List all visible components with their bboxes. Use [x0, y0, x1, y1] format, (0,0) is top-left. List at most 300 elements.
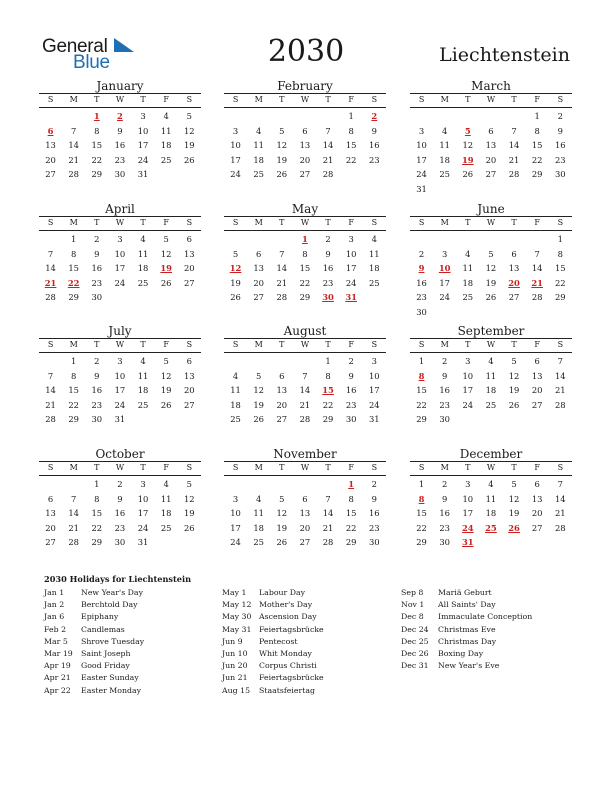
day: 31: [416, 183, 427, 194]
day: 19: [230, 277, 241, 288]
day: 11: [485, 370, 497, 381]
day: 26: [160, 277, 172, 288]
weekday-label: F: [534, 95, 540, 104]
empty-day: [526, 232, 549, 247]
day: 21: [554, 508, 566, 519]
day: 1: [71, 234, 77, 244]
day: 13: [253, 263, 265, 274]
month-april: [39, 202, 201, 305]
weekday-label: M: [69, 95, 78, 104]
holiday-name: Corpus Christi: [259, 661, 317, 671]
day: 12: [183, 125, 195, 136]
day: 1: [71, 356, 77, 366]
holiday-date: Jan 6: [44, 612, 65, 622]
holiday-row: [44, 611, 144, 623]
day: 26: [462, 169, 474, 180]
empty-day: [224, 109, 247, 124]
day: 2: [442, 356, 448, 366]
holiday-row: [222, 636, 324, 648]
day: 20: [183, 263, 195, 274]
day: 7: [325, 493, 331, 504]
holiday-row: [401, 587, 532, 599]
month-october: [39, 447, 201, 550]
day: 18: [230, 399, 241, 410]
day: 30: [554, 169, 566, 180]
day: 19: [160, 385, 172, 396]
empty-day: [410, 232, 433, 247]
weekday-label: F: [348, 95, 354, 104]
day: 25: [253, 537, 265, 548]
weekday-label: M: [254, 218, 263, 227]
day: 24: [137, 154, 149, 165]
holiday-row: [44, 624, 144, 636]
day: 28: [68, 537, 80, 548]
holiday-name: Shrove Tuesday: [81, 636, 145, 646]
holiday-day: 25: [485, 522, 497, 533]
weekday-label: F: [534, 463, 540, 472]
day: 8: [557, 248, 563, 259]
weekday-label: M: [440, 95, 449, 104]
day: 27: [183, 277, 195, 288]
weekday-label: M: [69, 218, 78, 227]
day: 10: [230, 508, 241, 519]
weekday-label: F: [534, 218, 540, 227]
holiday-name: Candlemas: [81, 624, 125, 634]
day: 20: [299, 522, 311, 533]
day: 10: [416, 140, 427, 151]
day: 29: [299, 292, 311, 303]
empty-day: [456, 109, 479, 124]
day: 6: [488, 125, 494, 136]
day: 1: [418, 356, 425, 366]
day: 4: [163, 111, 169, 121]
holiday-row: [401, 648, 532, 660]
weekday-label: S: [418, 95, 425, 104]
day: 31: [137, 537, 149, 548]
day: 9: [325, 248, 331, 259]
day: 8: [348, 493, 354, 504]
day: 6: [302, 125, 308, 136]
day: 30: [114, 169, 126, 180]
day: 8: [71, 370, 77, 381]
day: 17: [416, 154, 427, 165]
holiday-name: Christmas Day: [438, 636, 497, 646]
day: 15: [68, 385, 80, 396]
empty-day: [433, 109, 456, 124]
day: 10: [230, 140, 241, 151]
day: 29: [68, 292, 80, 303]
day: 24: [439, 292, 451, 303]
holiday-day: 8: [418, 370, 425, 381]
empty-day: [39, 477, 62, 492]
holiday-day: 1: [93, 111, 100, 121]
day: 26: [276, 169, 288, 180]
day: 24: [114, 277, 126, 288]
day: 18: [439, 154, 451, 165]
weekday-label: M: [440, 340, 449, 349]
day: 29: [91, 537, 103, 548]
day: 11: [160, 125, 172, 136]
day: 14: [322, 140, 334, 151]
day: 7: [71, 125, 77, 136]
day: 13: [183, 248, 195, 259]
day: 28: [45, 292, 56, 303]
holiday-date: Mar 5: [44, 636, 68, 646]
weekday-header: [224, 216, 386, 231]
day: 2: [117, 479, 123, 489]
day: 9: [117, 493, 123, 504]
day: 16: [439, 508, 451, 519]
holiday-row: [222, 624, 324, 636]
day: 23: [91, 399, 103, 410]
day: 20: [183, 385, 195, 396]
day: 27: [45, 537, 56, 548]
day: 16: [368, 140, 380, 151]
day: 29: [416, 414, 427, 425]
day: 6: [534, 479, 540, 489]
day: 22: [299, 277, 311, 288]
day: 11: [137, 370, 149, 381]
weekday-header: [224, 93, 386, 108]
day: 23: [322, 277, 334, 288]
weekday-label: M: [69, 340, 78, 349]
empty-day: [247, 354, 270, 369]
day: 2: [94, 234, 100, 244]
day-cells: [39, 354, 201, 427]
day: 28: [68, 169, 80, 180]
day: 15: [91, 140, 103, 151]
weekday-label: F: [348, 340, 354, 349]
weekday-label: S: [418, 340, 425, 349]
weekday-label: W: [300, 340, 310, 349]
holiday-name: Saint Joseph: [81, 648, 131, 658]
weekday-header: [224, 338, 386, 353]
holiday-name: Epiphany: [81, 612, 119, 622]
holiday-date: Dec 24: [401, 624, 429, 634]
holiday-day: 12: [229, 263, 242, 274]
day: 22: [531, 154, 543, 165]
weekday-header: [224, 461, 386, 476]
day: 17: [230, 154, 241, 165]
day: 24: [230, 537, 241, 548]
empty-day: [479, 109, 502, 124]
weekday-header: [39, 93, 201, 108]
holiday-day: 26: [508, 522, 520, 533]
day: 16: [91, 385, 103, 396]
day: 26: [253, 414, 265, 425]
holiday-row: [222, 611, 324, 623]
day: 5: [256, 370, 262, 381]
day: 5: [511, 356, 517, 366]
holiday-date: Apr 22: [44, 685, 71, 695]
day: 20: [485, 154, 497, 165]
weekday-label: T: [325, 340, 331, 349]
day: 6: [47, 493, 54, 504]
day: 14: [45, 263, 56, 274]
day: 6: [511, 248, 517, 259]
day: 12: [276, 140, 288, 151]
holidays-title: 2030 Holidays for Liechtenstein: [44, 574, 192, 584]
weekday-header: [410, 338, 572, 353]
day: 4: [488, 479, 494, 489]
day: 6: [186, 234, 192, 244]
day: 14: [276, 263, 288, 274]
weekday-label: S: [232, 95, 239, 104]
day: 26: [276, 537, 288, 548]
day: 1: [557, 234, 563, 244]
day: 4: [256, 125, 262, 136]
day: 9: [117, 125, 123, 136]
weekday-label: F: [163, 340, 169, 349]
day: 21: [322, 154, 334, 165]
day: 11: [137, 248, 149, 259]
day: 13: [45, 508, 56, 519]
day: 16: [416, 277, 427, 288]
day-cells: [224, 477, 386, 550]
day: 10: [462, 493, 474, 504]
day: 13: [299, 140, 311, 151]
weekday-label: T: [279, 463, 285, 472]
holiday-row: [44, 685, 144, 697]
weekday-label: M: [254, 463, 263, 472]
holiday-name: Christmas Eve: [438, 624, 496, 634]
empty-day: [433, 232, 456, 247]
day: 13: [276, 385, 288, 396]
day: 17: [137, 140, 149, 151]
empty-day: [293, 109, 316, 124]
day: 18: [485, 508, 497, 519]
day: 19: [183, 140, 195, 151]
weekday-label: S: [371, 218, 378, 227]
day: 22: [416, 522, 427, 533]
holiday-day: 21: [44, 277, 57, 288]
empty-day: [317, 109, 340, 124]
day: 3: [371, 356, 377, 366]
day: 17: [368, 385, 380, 396]
holiday-date: Jun 21: [222, 673, 248, 683]
month-title: March: [471, 79, 511, 93]
weekday-label: W: [115, 463, 125, 472]
day: 28: [508, 169, 520, 180]
holiday-name: Staatsfeiertag: [259, 685, 316, 695]
day: 21: [508, 154, 520, 165]
holiday-date: Dec 8: [401, 612, 424, 622]
weekday-label: T: [465, 463, 471, 472]
day: 8: [325, 370, 331, 381]
day: 11: [253, 508, 265, 519]
day: 27: [485, 169, 497, 180]
calendar-country: Liechtenstein: [439, 44, 570, 66]
day: 23: [345, 399, 357, 410]
day: 16: [91, 263, 103, 274]
holiday-row: [401, 599, 532, 611]
day: 16: [114, 140, 126, 151]
weekday-label: F: [534, 340, 540, 349]
day: 18: [462, 277, 474, 288]
day: 5: [186, 111, 192, 121]
day: 6: [186, 356, 192, 366]
day: 17: [462, 385, 474, 396]
day: 7: [557, 479, 563, 489]
day: 10: [137, 493, 149, 504]
holiday-row: [44, 648, 144, 660]
weekday-label: T: [279, 95, 285, 104]
day: 7: [511, 125, 517, 136]
day: 3: [117, 356, 123, 366]
day: 30: [91, 414, 103, 425]
weekday-label: M: [69, 463, 78, 472]
day: 28: [531, 292, 543, 303]
weekday-label: S: [557, 463, 564, 472]
day: 12: [160, 370, 172, 381]
weekday-label: T: [465, 95, 471, 104]
day: 21: [68, 522, 80, 533]
weekday-label: S: [47, 340, 54, 349]
holiday-date: Aug 15: [222, 685, 251, 695]
holiday-row: [401, 636, 532, 648]
logo-text-general: General: [42, 36, 108, 57]
holiday-date: Dec 31: [401, 661, 429, 671]
weekday-header: [39, 338, 201, 353]
day: 16: [368, 508, 380, 519]
weekday-label: W: [300, 95, 310, 104]
weekday-label: S: [47, 95, 54, 104]
day: 5: [488, 248, 494, 259]
day: 8: [94, 125, 100, 136]
day: 12: [508, 370, 520, 381]
day: 15: [416, 385, 427, 396]
weekday-label: S: [232, 340, 239, 349]
weekday-label: T: [325, 95, 331, 104]
day: 4: [488, 356, 494, 366]
day: 21: [45, 399, 56, 410]
weekday-label: F: [163, 218, 169, 227]
day: 13: [531, 370, 543, 381]
day: 13: [183, 370, 195, 381]
weekday-label: T: [511, 218, 517, 227]
weekday-label: M: [254, 95, 263, 104]
day: 14: [68, 508, 80, 519]
weekday-label: T: [94, 95, 100, 104]
weekday-label: M: [440, 218, 449, 227]
holiday-column: [222, 587, 324, 697]
month-august: [224, 324, 386, 427]
day: 17: [137, 508, 149, 519]
day: 21: [554, 385, 566, 396]
month-november: [224, 447, 386, 550]
day: 8: [302, 248, 308, 259]
day: 27: [531, 522, 543, 533]
day: 19: [253, 399, 265, 410]
weekday-label: T: [140, 218, 146, 227]
day: 7: [47, 248, 54, 259]
holiday-day: 1: [302, 234, 308, 244]
day: 23: [439, 522, 451, 533]
day: 5: [186, 479, 192, 489]
day: 16: [439, 385, 451, 396]
weekday-label: S: [557, 95, 564, 104]
day: 29: [531, 169, 543, 180]
holiday-name: Good Friday: [81, 661, 130, 671]
day: 14: [322, 508, 334, 519]
logo-triangle-icon: [114, 38, 134, 52]
holiday-day: 6: [47, 125, 54, 136]
day: 9: [94, 370, 100, 381]
day: 15: [416, 508, 427, 519]
holiday-date: Jan 2: [44, 600, 65, 610]
weekday-label: S: [47, 463, 54, 472]
day: 16: [114, 508, 126, 519]
day: 23: [554, 154, 566, 165]
holiday-date: Nov 1: [401, 600, 425, 610]
day: 4: [140, 234, 146, 244]
day: 13: [299, 508, 311, 519]
day: 28: [554, 399, 566, 410]
month-title: January: [96, 79, 144, 93]
holiday-day: 15: [322, 385, 334, 396]
holiday-row: [222, 660, 324, 672]
day: 9: [442, 370, 448, 381]
empty-day: [293, 354, 316, 369]
day: 27: [253, 292, 265, 303]
holiday-row: [401, 624, 532, 636]
day: 11: [439, 140, 451, 151]
weekday-header: [39, 216, 201, 231]
holiday-row: [44, 672, 144, 684]
holiday-column: [44, 587, 144, 697]
day: 5: [279, 125, 285, 136]
day: 3: [232, 125, 239, 136]
day: 28: [554, 522, 566, 533]
holiday-day: 2: [371, 111, 378, 121]
holiday-name: Immaculate Conception: [438, 612, 533, 622]
day: 18: [137, 263, 149, 274]
day: 27: [299, 169, 311, 180]
holiday-row: [44, 636, 144, 648]
day: 9: [94, 248, 100, 259]
month-title: November: [273, 447, 337, 461]
month-title: April: [105, 202, 135, 216]
day: 2: [325, 234, 331, 244]
day: 25: [230, 414, 241, 425]
weekday-label: T: [94, 463, 100, 472]
empty-day: [247, 109, 270, 124]
holiday-name: Easter Monday: [81, 685, 142, 695]
day: 20: [253, 277, 265, 288]
day: 4: [442, 125, 448, 136]
day: 17: [114, 385, 126, 396]
day: 14: [554, 493, 566, 504]
day: 26: [160, 399, 172, 410]
day: 16: [554, 140, 566, 151]
day: 27: [531, 399, 543, 410]
holiday-day: 2: [117, 111, 123, 121]
holiday-name: Pentecost: [259, 636, 298, 646]
day: 31: [368, 414, 380, 425]
day: 9: [557, 125, 563, 136]
holiday-name: Feiertagsbrücke: [259, 624, 324, 634]
weekday-label: T: [465, 340, 471, 349]
weekday-label: S: [557, 340, 564, 349]
holiday-name: New Year's Eve: [438, 661, 500, 671]
day: 13: [508, 263, 520, 274]
empty-day: [39, 354, 62, 369]
weekday-label: W: [115, 340, 125, 349]
day: 28: [45, 414, 56, 425]
day: 3: [465, 356, 471, 366]
month-june: [410, 202, 572, 320]
weekday-label: T: [140, 340, 146, 349]
